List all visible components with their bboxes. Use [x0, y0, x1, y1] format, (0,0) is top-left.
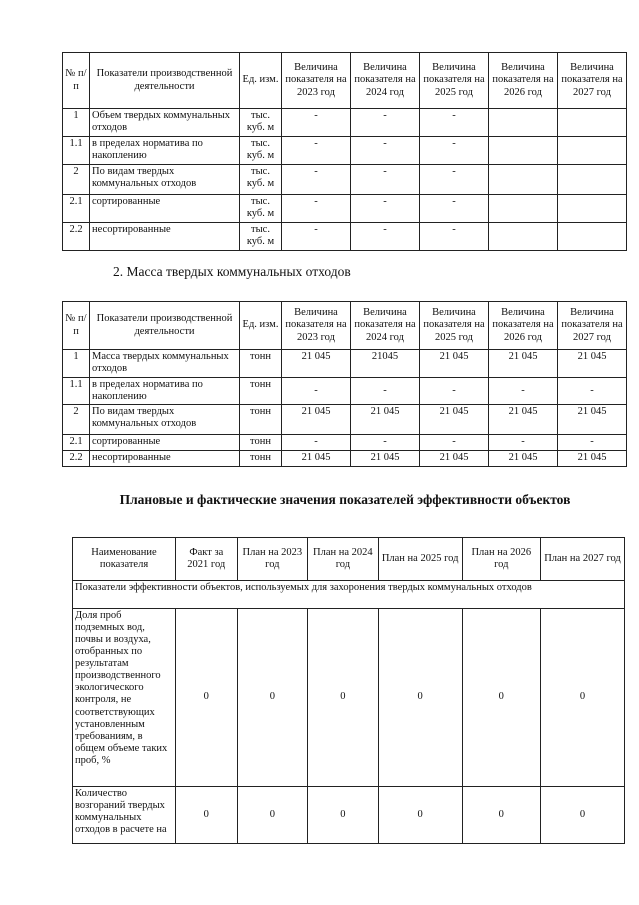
value-cell: - — [420, 223, 489, 251]
col-header: Величина показателя на 2027 год — [558, 302, 627, 350]
row-number: 2.1 — [63, 435, 90, 451]
value-cell — [558, 109, 627, 137]
value-cell: 21 045 — [558, 350, 627, 378]
value-cell: - — [558, 378, 627, 405]
row-number: 1.1 — [63, 378, 90, 405]
table-row — [63, 165, 627, 195]
col-header: План на 2025 год — [378, 538, 462, 581]
indicator-name: в пределах норматива по накоплению — [90, 137, 240, 165]
col-header: Показатели производственной деятельности — [90, 302, 240, 350]
value-cell — [558, 223, 627, 251]
row-number: 1 — [63, 109, 90, 137]
unit: тыс. куб. м — [240, 165, 282, 195]
value-cell: 0 — [378, 787, 462, 844]
col-header: Величина показателя на 2023 год — [282, 53, 351, 109]
col-header: Величина показателя на 2023 год — [282, 302, 351, 350]
unit: тонн — [240, 451, 282, 467]
col-header: План на 2027 год — [540, 538, 624, 581]
value-cell: - — [351, 165, 420, 195]
value-cell: - — [420, 195, 489, 223]
indicator-name: в пределах норматива по накоплению — [90, 378, 240, 405]
value-cell: 21 045 — [489, 350, 558, 378]
value-cell: - — [420, 137, 489, 165]
value-cell: 21 045 — [558, 405, 627, 435]
value-cell — [489, 195, 558, 223]
table-header-row — [63, 53, 627, 109]
unit: тонн — [240, 435, 282, 451]
value-cell — [558, 195, 627, 223]
value-cell: 21 045 — [351, 405, 420, 435]
unit: тыс. куб. м — [240, 223, 282, 251]
table-row — [63, 223, 627, 251]
value-cell: - — [420, 435, 489, 451]
value-cell — [489, 223, 558, 251]
value-cell: - — [489, 378, 558, 405]
indicator-name: несортированные — [90, 451, 240, 467]
indicator-name: По видам твердых коммунальных отходов — [90, 165, 240, 195]
value-cell: 21 045 — [351, 451, 420, 467]
table-row — [63, 435, 627, 451]
value-cell: - — [282, 109, 351, 137]
value-cell: 21 045 — [282, 451, 351, 467]
value-cell: - — [420, 109, 489, 137]
row-number: 2.2 — [63, 451, 90, 467]
col-header: Ед. изм. — [240, 302, 282, 350]
section-title: 2. Масса твердых коммунальных отходов — [113, 264, 351, 279]
value-cell: - — [282, 137, 351, 165]
value-cell: 0 — [308, 609, 379, 787]
group-row — [73, 581, 625, 609]
mass-table — [62, 301, 627, 467]
col-header: Наименование показателя — [73, 538, 176, 581]
value-cell: 0 — [308, 787, 379, 844]
unit: тонн — [240, 350, 282, 378]
value-cell: - — [282, 435, 351, 451]
value-cell: 21 045 — [489, 405, 558, 435]
indicator-name: По видам твердых коммунальных отходов — [90, 405, 240, 435]
value-cell: 21 045 — [282, 405, 351, 435]
value-cell: 0 — [462, 787, 540, 844]
col-header: Величина показателя на 2025 год — [420, 53, 489, 109]
col-header: Величина показателя на 2025 год — [420, 302, 489, 350]
value-cell: - — [351, 137, 420, 165]
table-row — [63, 137, 627, 165]
value-cell: - — [351, 435, 420, 451]
table-header-row — [63, 302, 627, 350]
value-cell: 0 — [176, 787, 238, 844]
col-header: Показатели производственной деятельности — [90, 53, 240, 109]
col-header: Величина показателя на 2024 год — [351, 53, 420, 109]
efficiency-table — [72, 537, 625, 844]
indicator-name: Доля проб подземных вод, почвы и воздуха, отобранных по результатам производственного экологического контроля, не соответствующих установленным требованиям, в общем объеме таких проб, % — [73, 609, 176, 787]
value-cell: 21 045 — [420, 451, 489, 467]
value-cell: 0 — [462, 609, 540, 787]
value-cell: 0 — [378, 609, 462, 787]
indicator-name: несортированные — [90, 223, 240, 251]
col-header: Факт за 2021 год — [176, 538, 238, 581]
table-row — [63, 350, 627, 378]
value-cell: - — [351, 223, 420, 251]
value-cell: - — [351, 195, 420, 223]
value-cell: - — [282, 223, 351, 251]
table-row — [63, 109, 627, 137]
unit: тонн — [240, 405, 282, 435]
value-cell — [489, 137, 558, 165]
value-cell: 21045 — [351, 350, 420, 378]
table-row — [63, 378, 627, 405]
value-cell: - — [282, 165, 351, 195]
value-cell: 0 — [237, 609, 308, 787]
row-number: 2 — [63, 405, 90, 435]
indicator-name: Масса твердых коммунальных отходов — [90, 350, 240, 378]
value-cell: 0 — [540, 787, 624, 844]
col-header: Величина показателя на 2026 год — [489, 53, 558, 109]
value-cell: 21 045 — [282, 350, 351, 378]
group-label: Показатели эффективности объектов, используемых для захоронения твердых коммунальных отходов — [73, 581, 625, 609]
row-number: 1 — [63, 350, 90, 378]
table-row — [63, 195, 627, 223]
value-cell: 21 045 — [558, 451, 627, 467]
unit: тыс. куб. м — [240, 195, 282, 223]
value-cell: 21 045 — [420, 350, 489, 378]
row-number: 2 — [63, 165, 90, 195]
col-header: План на 2026 год — [462, 538, 540, 581]
value-cell: - — [351, 378, 420, 405]
section-title: Плановые и фактические значения показателей эффективности объектов — [119, 492, 571, 507]
table-row — [73, 609, 625, 787]
value-cell: - — [489, 435, 558, 451]
value-cell: - — [282, 195, 351, 223]
col-header: Величина показателя на 2026 год — [489, 302, 558, 350]
col-header: Величина показателя на 2024 год — [351, 302, 420, 350]
unit: тыс. куб. м — [240, 109, 282, 137]
indicator-name: Объем твердых коммунальных отходов — [90, 109, 240, 137]
row-number: 2.2 — [63, 223, 90, 251]
value-cell: - — [282, 378, 351, 405]
row-number: 2.1 — [63, 195, 90, 223]
value-cell: 0 — [237, 787, 308, 844]
unit: тыс. куб. м — [240, 137, 282, 165]
table-row — [63, 451, 627, 467]
indicator-name: сортированные — [90, 195, 240, 223]
col-header: № п/п — [63, 53, 90, 109]
value-cell — [489, 165, 558, 195]
value-cell: 21 045 — [489, 451, 558, 467]
col-header: План на 2023 год — [237, 538, 308, 581]
value-cell: - — [420, 378, 489, 405]
value-cell — [558, 137, 627, 165]
table-header-row — [73, 538, 625, 581]
col-header: № п/п — [63, 302, 90, 350]
value-cell — [489, 109, 558, 137]
value-cell: - — [558, 435, 627, 451]
value-cell: 0 — [176, 609, 238, 787]
col-header: Величина показателя на 2027 год — [558, 53, 627, 109]
value-cell: - — [420, 165, 489, 195]
table-row — [73, 787, 625, 844]
col-header: План на 2024 год — [308, 538, 379, 581]
value-cell: 21 045 — [420, 405, 489, 435]
table-row — [63, 405, 627, 435]
row-number: 1.1 — [63, 137, 90, 165]
volume-table — [62, 52, 627, 251]
unit: тонн — [240, 378, 282, 405]
value-cell: - — [351, 109, 420, 137]
indicator-name: Количество возгораний твердых коммунальных отходов в расчете на — [73, 787, 176, 844]
value-cell: 0 — [540, 609, 624, 787]
value-cell — [558, 165, 627, 195]
col-header: Ед. изм. — [240, 53, 282, 109]
indicator-name: сортированные — [90, 435, 240, 451]
